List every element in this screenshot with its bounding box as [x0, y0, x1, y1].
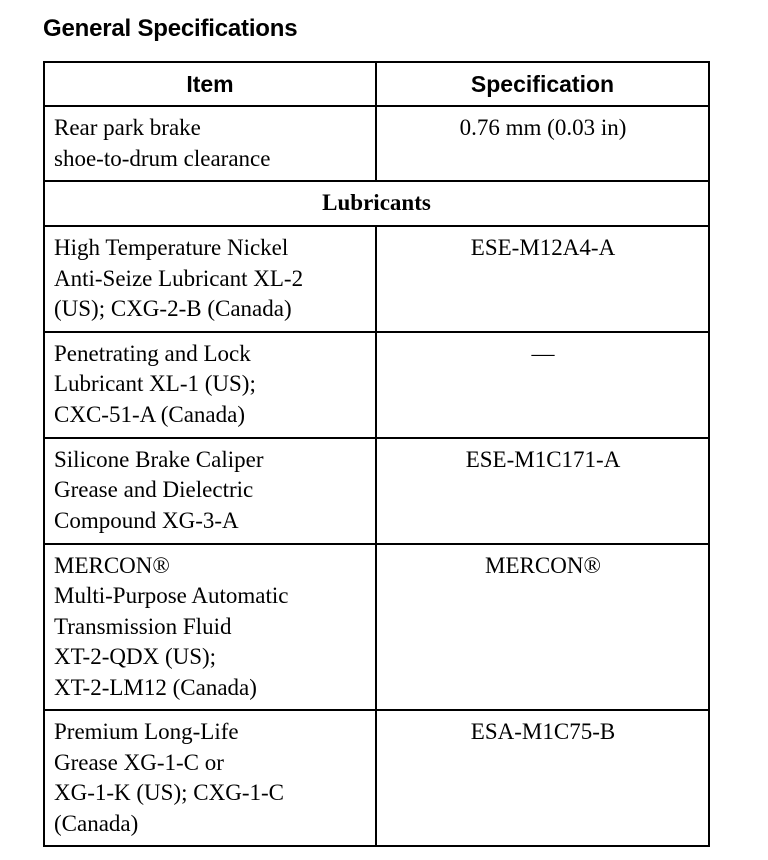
item-cell: Penetrating and Lock Lubricant XL-1 (US); CXC-51-A (Canada) [44, 332, 376, 438]
specification-cell: ESE-M12A4-A [376, 226, 709, 332]
specification-cell: — [376, 332, 709, 438]
column-header-item: Item [44, 62, 376, 106]
table-row [44, 332, 709, 438]
table-row [44, 544, 709, 711]
table-header-row [44, 62, 709, 106]
item-cell: Silicone Brake Caliper Grease and Dielectric Compound XG-3-A [44, 438, 376, 544]
table-row [44, 710, 709, 846]
specification-cell: ESE-M1C171-A [376, 438, 709, 544]
table-row [44, 438, 709, 544]
item-cell: Premium Long-Life Grease XG-1-C or XG-1-K (US); CXG-1-C (Canada) [44, 710, 376, 846]
column-header-specification: Specification [376, 62, 709, 106]
specification-cell: ESA-M1C75-B [376, 710, 709, 846]
table-row [44, 106, 709, 181]
page-title: General Specifications [43, 15, 298, 42]
item-cell: High Temperature Nickel Anti-Seize Lubricant XL-2 (US); CXG-2-B (Canada) [44, 226, 376, 332]
specifications-table [43, 61, 710, 847]
section-label: Lubricants [44, 181, 709, 226]
section-row-lubricants [44, 181, 709, 226]
table-row [44, 226, 709, 332]
specification-cell: MERCON® [376, 544, 709, 711]
item-cell: Rear park brake shoe-to-drum clearance [44, 106, 376, 181]
specification-cell: 0.76 mm (0.03 in) [376, 106, 709, 181]
item-cell: MERCON® Multi-Purpose Automatic Transmission Fluid XT-2-QDX (US); XT-2-LM12 (Canada) [44, 544, 376, 711]
